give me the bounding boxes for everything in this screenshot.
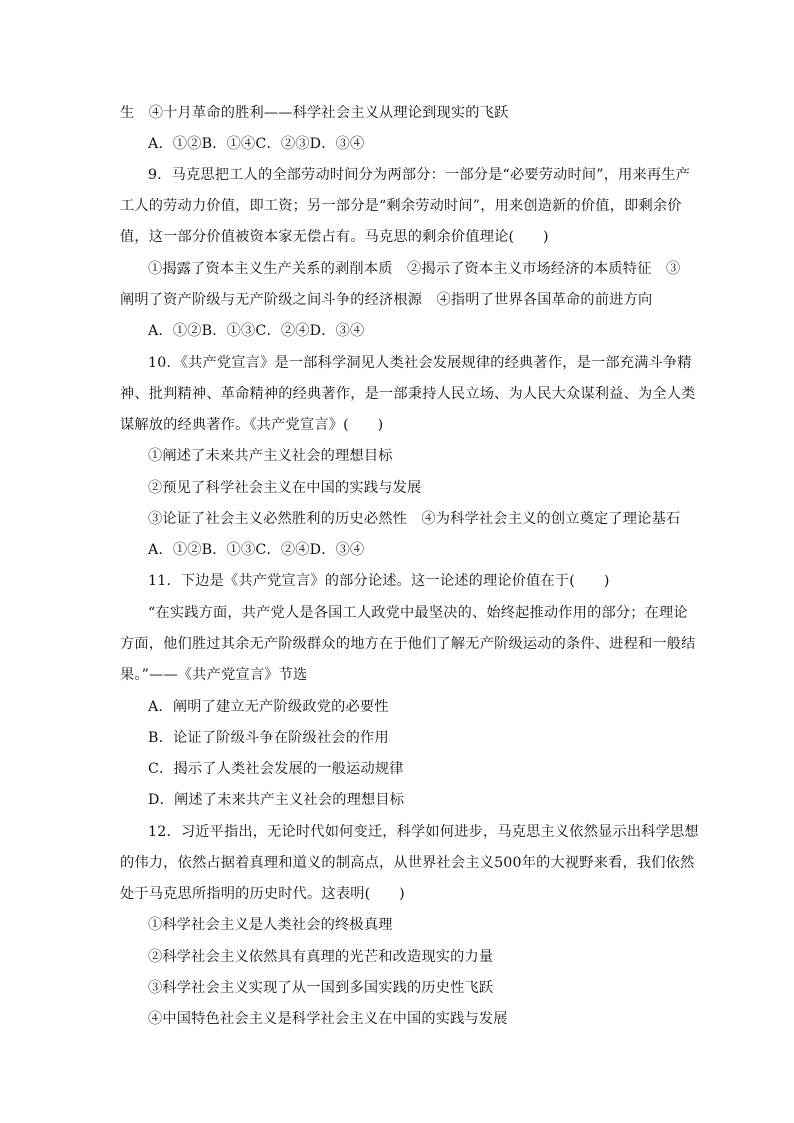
quote-line: “在实践方面，共产党人是各国工人政党中最坚决的、始终起推动作用的部分；在理论 (148, 605, 688, 621)
quote-line: 果。”——《共产党宣言》节选 (120, 667, 308, 683)
text-line: 阐明了资产阶级与无产阶级之间斗争的经济根源 ④指明了世界各国革命的前进方向 (120, 292, 653, 308)
text-line: 处于马克思所指明的历史时代。这表明( ) (120, 886, 405, 902)
question-9-statements: ①揭露了资本主义生产关系的剥削本质 ②揭示了资本主义市场经济的本质特征 ③ (148, 261, 681, 277)
question-11-stem: 11．下边是《共产党宣言》的部分论述。这一论述的理论价值在于( ) (148, 573, 610, 589)
question-9-stem: 9．马克思把工人的全部劳动时间分为两部分：一部分是“必要劳动时间”，用来再生产 (148, 167, 691, 183)
question-12-stem: 12．习近平指出，无论时代如何变迁，科学如何进步，马克思主义依然显示出科学思想 (148, 824, 699, 840)
question-10-stem: 10．《共产党宣言》是一部科学洞见人类社会发展规律的经典著作，是一部充满斗争精 (148, 355, 692, 371)
quote-line: 方面，他们胜过其余无产阶级群众的地方在于他们了解无产阶级运动的条件、进程和一般结 (120, 636, 696, 652)
statement-line: ②预见了科学社会主义在中国的实践与发展 (148, 480, 422, 496)
text-line: 的伟力，依然占据着真理和道义的制高点，从世界社会主义500年的大视野来看，我们依然 (120, 855, 695, 871)
option-a: A．阐明了建立无产阶级政党的必要性 (148, 699, 389, 715)
text-line: 值，这一部分价值被资本家无偿占有。马克思的剩余价值理论( ) (120, 229, 549, 245)
text-line: 工人的劳动力价值，即工资；另一部分是“剩余劳动时间”，用来创造新的价值，即剩余价 (120, 198, 682, 214)
statement-line: ③科学社会主义实现了从一国到多国实践的历史性飞跃 (148, 980, 494, 996)
option-b: B．论证了阶级斗争在阶级社会的作用 (148, 730, 389, 746)
statement-line: ②科学社会主义依然具有真理的光芒和改造现实的力量 (148, 949, 494, 965)
option-d: D．阐述了未来共产主义社会的理想目标 (148, 792, 405, 808)
answer-options: A．①②B．①③C．②④D．③④ (148, 323, 365, 339)
statement-line: ①阐述了未来共产主义社会的理想目标 (148, 448, 393, 464)
option-c: C．揭示了人类社会发展的一般运动规律 (148, 761, 404, 777)
text-line: 生 ④十月革命的胜利——科学社会主义从理论到现实的飞跃 (120, 105, 509, 121)
answer-options: A．①②B．①③C．②④D．③④ (148, 542, 365, 558)
answer-options: A．①②B．①④C．②③D．③④ (148, 136, 365, 152)
statement-line: ③论证了社会主义必然胜利的历史必然性 ④为科学社会主义的创立奠定了理论基石 (148, 511, 681, 527)
statement-line: ①科学社会主义是人类社会的终极真理 (148, 917, 393, 933)
text-line: 谋解放的经典著作。《共产党宣言》( ) (120, 417, 384, 433)
text-line: 神、批判精神、革命精神的经典著作，是一部秉持人民立场、为人民大众谋利益、为全人类 (120, 386, 696, 402)
statement-line: ④中国特色社会主义是科学社会主义在中国的实践与发展 (148, 1011, 508, 1027)
